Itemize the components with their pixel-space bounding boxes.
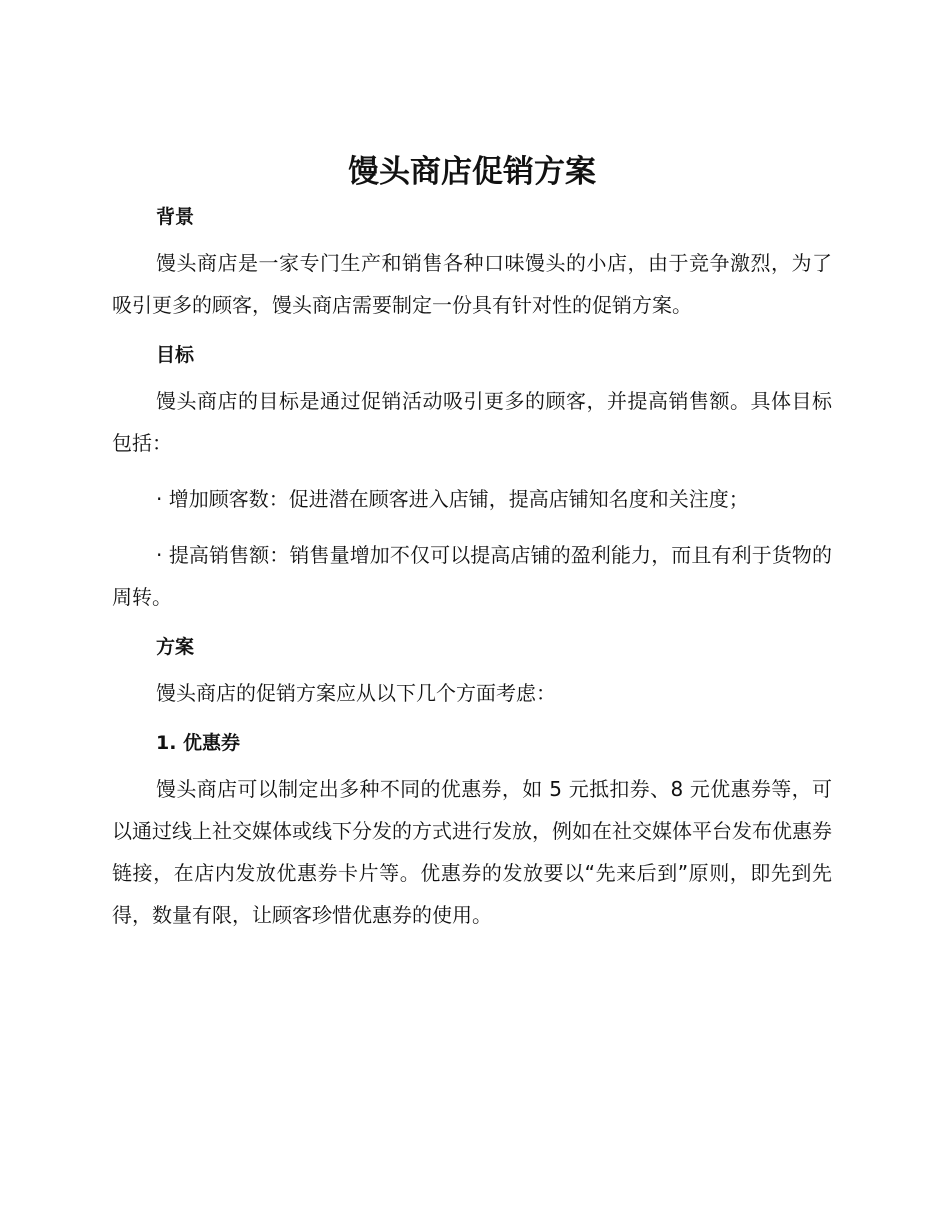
spacer [112, 370, 832, 380]
plan-heading: 方案 [156, 636, 195, 658]
spacer [112, 232, 832, 242]
coupon-paragraph: 馒头商店可以制定出多种不同的优惠券，如 5 元抵扣券、8 元优惠券等，可以通过线上社交媒体或线下分发的方式进行发放，例如在社交媒体平台发布优惠券链接，在店内发放优惠券卡片等。优惠券的发放要以“先来后到”原则，即先到先得，数量有限，让顾客珍惜优惠券的使用。 [112, 777, 832, 927]
goal-bullet-2: · 提高销售额：销售量增加不仅可以提高店铺的盈利能力，而且有利于货物的周转。 [112, 543, 832, 609]
spacer [112, 464, 832, 478]
goal-heading: 目标 [156, 344, 195, 366]
goal-bullet-1: · 增加顾客数：促进潜在顾客进入店铺，提高店铺知名度和关注度； [156, 487, 749, 511]
spacer [112, 520, 832, 534]
document-title: 馒头商店促销方案 [348, 154, 596, 190]
spacer [112, 662, 832, 672]
spacer [112, 714, 832, 728]
spacer [112, 326, 832, 340]
goal-paragraph: 馒头商店的目标是通过促销活动吸引更多的顾客，并提高销售额。具体目标包括： [112, 389, 832, 455]
document-page [112, 150, 832, 936]
spacer [112, 618, 832, 632]
plan-intro: 馒头商店的促销方案应从以下几个方面考虑： [156, 681, 556, 705]
background-heading: 背景 [156, 206, 195, 228]
spacer [112, 758, 832, 768]
background-paragraph: 馒头商店是一家专门生产和销售各种口味馒头的小店，由于竞争激烈，为了吸引更多的顾客，馒头商店需要制定一份具有针对性的促销方案。 [112, 251, 832, 317]
coupon-heading: 1. 优惠券 [156, 732, 241, 754]
